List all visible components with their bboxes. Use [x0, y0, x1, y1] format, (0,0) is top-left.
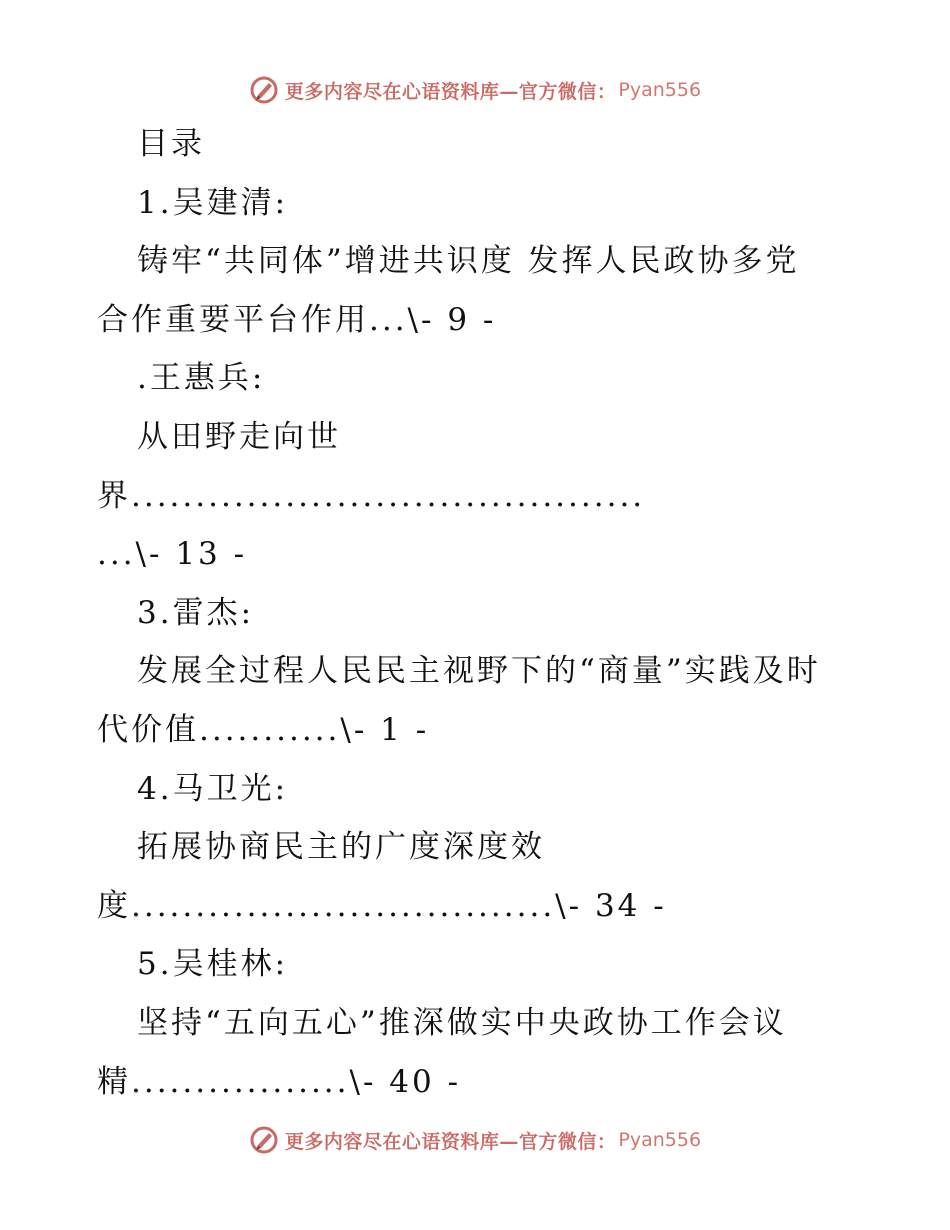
pen-logo-icon [249, 75, 279, 105]
toc-entry-title-cont: 精.................\- 40 - [97, 1063, 462, 1100]
watermark-account: Pyan556 [618, 79, 702, 101]
toc-entry-title: 发展全过程人民民主视野下的“商量”实践及时 [137, 653, 821, 690]
watermark-header [0, 70, 950, 110]
toc-entry-author: 1.吴建清: [137, 184, 289, 221]
toc-entry-page: ...\- 13 - [97, 536, 248, 573]
watermark-text: 更多内容尽在心语资料库—官方微信： [284, 1130, 617, 1153]
toc-entry-title: 坚持“五向五心”推深做实中央政协工作会议 [137, 1004, 787, 1041]
toc-entry-author: 5.吴桂林: [137, 946, 289, 983]
toc-entry-title-cont: 合作重要平台作用...\- 9 - [97, 301, 497, 338]
toc-entry-title: 拓展协商民主的广度深度效 [137, 829, 545, 866]
pen-logo-icon [249, 1125, 279, 1155]
toc-entry-title-cont: 度.................................\- 34 - [97, 887, 667, 924]
toc-entry-title: 从田野走向世 [137, 418, 341, 455]
watermark-account: Pyan556 [618, 1129, 702, 1151]
toc-entry-author: 3.雷杰: [137, 594, 255, 631]
table-of-contents [97, 115, 857, 1111]
toc-entry-title: 铸牢“共同体”增进共识度 发挥人民政协多党 [137, 243, 800, 280]
watermark-footer [0, 1120, 950, 1160]
toc-title: 目录 [137, 126, 205, 162]
toc-entry-author: .王惠兵: [137, 360, 266, 397]
toc-entry-title-cont: 界........................................ [97, 477, 646, 514]
watermark-text: 更多内容尽在心语资料库—官方微信： [284, 80, 617, 103]
toc-entry-author: 4.马卫光: [137, 770, 289, 807]
toc-entry-title-cont: 代价值...........\- 1 - [97, 711, 430, 748]
